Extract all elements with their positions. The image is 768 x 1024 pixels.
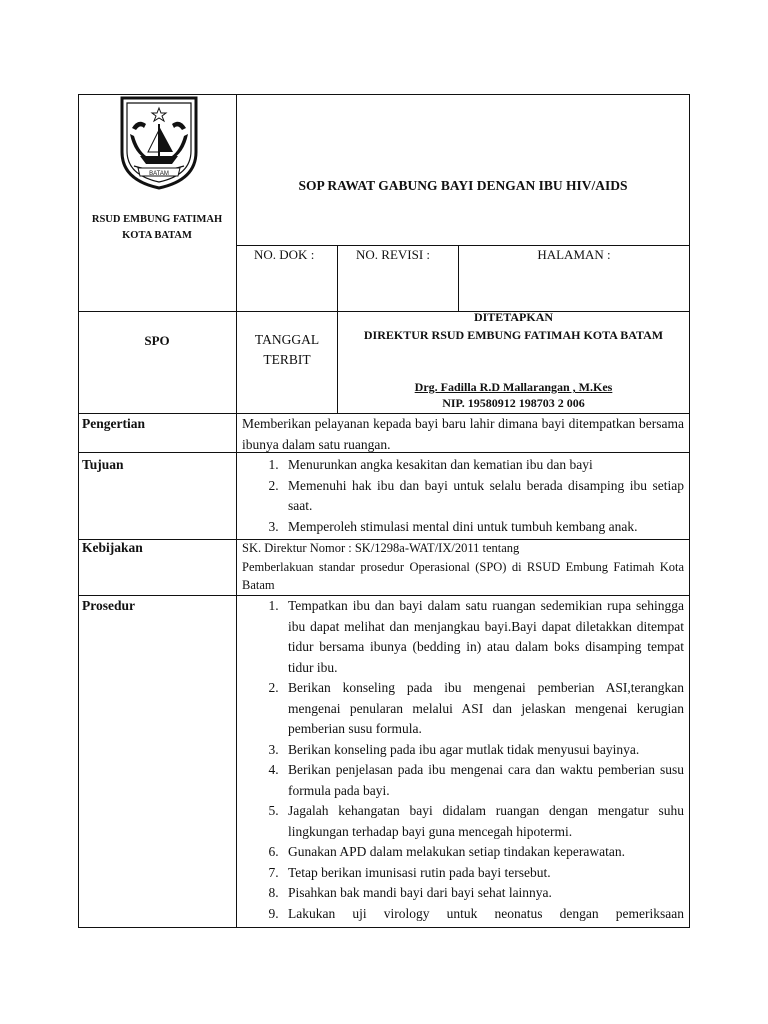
- logo-banner-text: BATAM: [149, 171, 169, 177]
- list-item: 1. Menurunkan angka kesakitan dan kematian ibu dan bayi: [282, 455, 684, 476]
- table-border-left: [78, 94, 79, 928]
- kebijakan-line1: SK. Direktur Nomor : SK/1298a-WAT/IX/2011 tentang: [242, 541, 520, 555]
- tanggal-line2: TERBIT: [263, 352, 311, 367]
- tujuan-list: [236, 455, 684, 537]
- no-revisi-label: NO. REVISI :: [356, 247, 431, 262]
- tujuan-label: Tujuan: [82, 457, 124, 472]
- tanggal-line1: TANGGAL: [254, 332, 320, 347]
- list-item: 8. Pisahkan bak mandi bayi dari bayi sehat lainnya.: [282, 883, 684, 904]
- list-item: 3. Memperoleh stimulasi mental dini untuk tumbuh kembang anak.: [282, 517, 684, 538]
- hospital-name-line1: RSUD EMBUNG FATIMAH: [91, 214, 223, 225]
- no-dok-label: NO. DOK :: [254, 247, 315, 262]
- list-item: 4. Berikan penjelasan pada ibu mengenai cara dan waktu pemberian susu formula pada bayi.: [282, 760, 684, 801]
- sop-document: [78, 94, 690, 928]
- ditetapkan-text: DITETAPKAN: [473, 310, 554, 324]
- hospital-name: [80, 212, 234, 244]
- list-item: 5. Jagalah kehangatan bayi didalam ruangan dengan mengatur suhu lingkungan terhadap bayi guna mencegah hipotermi.: [282, 801, 684, 842]
- list-item: 7. Tetap berikan imunisasi rutin pada bayi tersebut.: [282, 863, 684, 884]
- list-item: 2. Memenuhi hak ibu dan bayi untuk selalu berada disamping ibu setiap saat.: [282, 476, 684, 517]
- prosedur-list: [236, 596, 684, 924]
- hospital-logo: [118, 94, 200, 190]
- kebijakan-text: [242, 539, 684, 595]
- tanggal-terbit-label: [237, 330, 337, 370]
- list-item: 3. Berikan konseling pada ibu agar mutlak tidak menyusui bayinya.: [282, 740, 684, 761]
- list-item: 6. Gunakan APD dalam melakukan setiap tindakan keperawatan.: [282, 842, 684, 863]
- table-border-right: [689, 94, 690, 928]
- halaman-label: HALAMAN :: [537, 247, 611, 262]
- direktur-text: DIREKTUR RSUD EMBUNG FATIMAH KOTA BATAM: [363, 328, 664, 342]
- signatory-name: Drg. Fadilla R.D Mallarangan , M.Kes: [414, 380, 613, 394]
- hospital-name-line2: KOTA BATAM: [122, 230, 192, 241]
- signatory-nip: NIP. 19580912 198703 2 006: [442, 396, 585, 410]
- table-border-bottom: [78, 927, 690, 928]
- kebijakan-label: Kebijakan: [82, 540, 143, 555]
- list-item: 2. Berikan konseling pada ibu mengenai pemberian ASI,terangkan mengenai penularan melalui ASI dan jelaskan mengenai kerugian pemberian susu formula.: [282, 678, 684, 740]
- spo-label: SPO: [144, 333, 170, 348]
- pengertian-text: Memberikan pelayanan kepada bayi baru lahir dimana bayi ditempatkan bersama ibunya dalam satu ruangan.: [242, 416, 684, 452]
- document-title: SOP RAWAT GABUNG BAYI DENGAN IBU HIV/AIDS: [298, 178, 628, 193]
- kebijakan-line2: Pemberlakuan standar prosedur Operasional (SPO) di RSUD Embung Fatimah Kota Batam: [242, 559, 684, 592]
- pengertian-label: Pengertian: [82, 416, 145, 431]
- list-item: 1. Tempatkan ibu dan bayi dalam satu ruangan sedemikian rupa sehingga ibu dapat melihat dan menjangkau bayi.Bayi dapat diletakkan ditempat tidur bersama ibunya (bedding in) atau dalam boks disamping tempat tidur ibu.: [282, 596, 684, 678]
- prosedur-label: Prosedur: [82, 598, 135, 613]
- list-item: 9. Lakukan uji virology untuk neonatus dengan pemeriksaan: [282, 904, 684, 925]
